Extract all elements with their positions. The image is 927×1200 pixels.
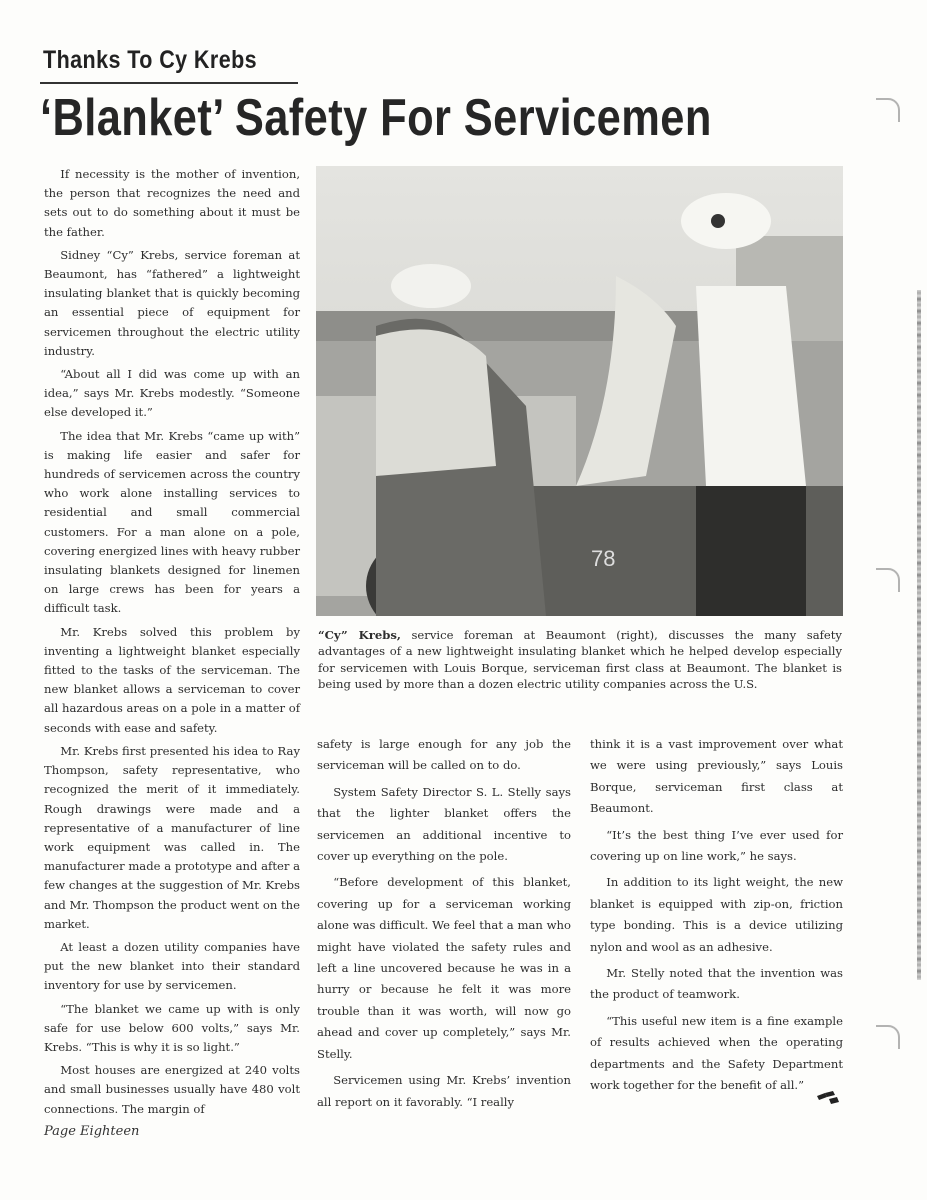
paragraph: Servicemen using Mr. Krebs’ invention all report on it favorably. “I really — [317, 1073, 571, 1109]
column-1 — [44, 165, 300, 1123]
paragraph: At least a dozen utility companies have put the new blanket into their standard inventory for use by servicemen. — [44, 939, 300, 993]
paragraph: “The blanket we came up with is only safe for use below 600 volts,” says Mr. Krebs. “This is why it is so light.” — [44, 1001, 300, 1054]
paragraph: Mr. Stelly noted that the invention was the product of teamwork. — [590, 966, 843, 1002]
photo-illustration — [316, 166, 843, 616]
page-number: Page Eighteen — [44, 1124, 140, 1139]
kicker-rule — [40, 82, 298, 84]
photo-caption — [318, 627, 842, 693]
paragraph: “This useful new item is a fine example of results achieved when the operating departments and the Safety Department work together for the benefit of all.” — [590, 1013, 843, 1093]
paragraph: “It’s the best thing I’ve ever used for covering up on line work,” he says. — [590, 827, 843, 864]
paragraph: Mr. Krebs solved this problem by inventing a lightweight blanket especially fitted to the tasks of the serviceman. The new blanket allows a serviceman to cover all hazardous areas on a pole in a matter of seconds with ease and safety. — [44, 624, 300, 735]
paragraph: safety is large enough for any job the serviceman will be called on to do. — [317, 737, 571, 773]
paragraph: “Before development of this blanket, covering up for a serviceman working alone was difficult. We feel that a man who might have violated the safety rules and left a line uncovered because he was in a hurry or because he felt it was more trouble than it was worth, will now go ahead and cover up completely,” says Mr. Stelly. — [317, 875, 571, 1061]
paragraph: System Safety Director S. L. Stelly says that the lighter blanket offers the servicemen an additional incentive to cover up everything on the pole. — [317, 784, 571, 864]
column-2 — [317, 734, 571, 1118]
paragraph: In addition to its light weight, the new blanket is equipped with zip-on, friction type bonding. This is a device utilizing nylon and wool as an adhesive. — [590, 875, 843, 954]
scan-edge-artifact — [917, 290, 921, 980]
article-photo — [316, 166, 843, 616]
paragraph: Most houses are energized at 240 volts and small businesses usually have 480 volt connections. The margin of — [44, 1063, 300, 1116]
headline: ‘Blanket’ Safety For Servicemen — [40, 89, 712, 147]
binder-hole-mark — [876, 1025, 900, 1049]
paragraph: If necessity is the mother of invention, the person that recognizes the need and sets out to do something about it must be the father. — [44, 167, 300, 239]
paragraph: Sidney “Cy” Krebs, service foreman at Beaumont, has “fathered” a lightweight insulating blanket that is quickly becoming an essential piece of equipment for servicemen throughout the electric utility industry. — [44, 247, 300, 358]
company-logo-end-mark-icon — [815, 1090, 841, 1106]
paragraph: Mr. Krebs first presented his idea to Ray Thompson, safety representative, who recognized the merit of it immediately. Rough drawings were made and a representative of a manufacturer of line work equipment was called in. The manufacturer made a prototype and after a few changes at the suggestion of Mr. Krebs and Mr. Thompson the product went on the market. — [44, 743, 300, 931]
binder-hole-mark — [876, 98, 900, 122]
kicker: Thanks To Cy Krebs — [43, 46, 258, 74]
column-3 — [590, 734, 843, 1102]
svg-text:78: 78 — [591, 546, 616, 571]
paragraph: think it is a vast improvement over what we were using previously,” says Louis Borque, serviceman first class at Beaumont. — [590, 737, 843, 816]
caption-text: service foreman at Beaumont (right), discusses the many safety advantages of a new lightweight insulating blanket which he helped develop especially for servicemen with Louis Borque, serviceman first class at Beaumont. The blanket is being used by more than a dozen electric utility companies across the U.S. — [318, 628, 842, 692]
binder-hole-mark — [876, 568, 900, 592]
paragraph: The idea that Mr. Krebs “came up with” is making life easier and safer for hundreds of servicemen across the country who work alone installing services to residential and small commercial customers. For a man alone on a pole, covering energized lines with heavy rubber insulating blankets designed for linemen on large crews has been for years a difficult task. — [44, 428, 300, 616]
caption-lead: “Cy” Krebs, — [318, 628, 401, 642]
paragraph: “About all I did was come up with an idea,” says Mr. Krebs modestly. “Someone else developed it.” — [44, 367, 300, 420]
